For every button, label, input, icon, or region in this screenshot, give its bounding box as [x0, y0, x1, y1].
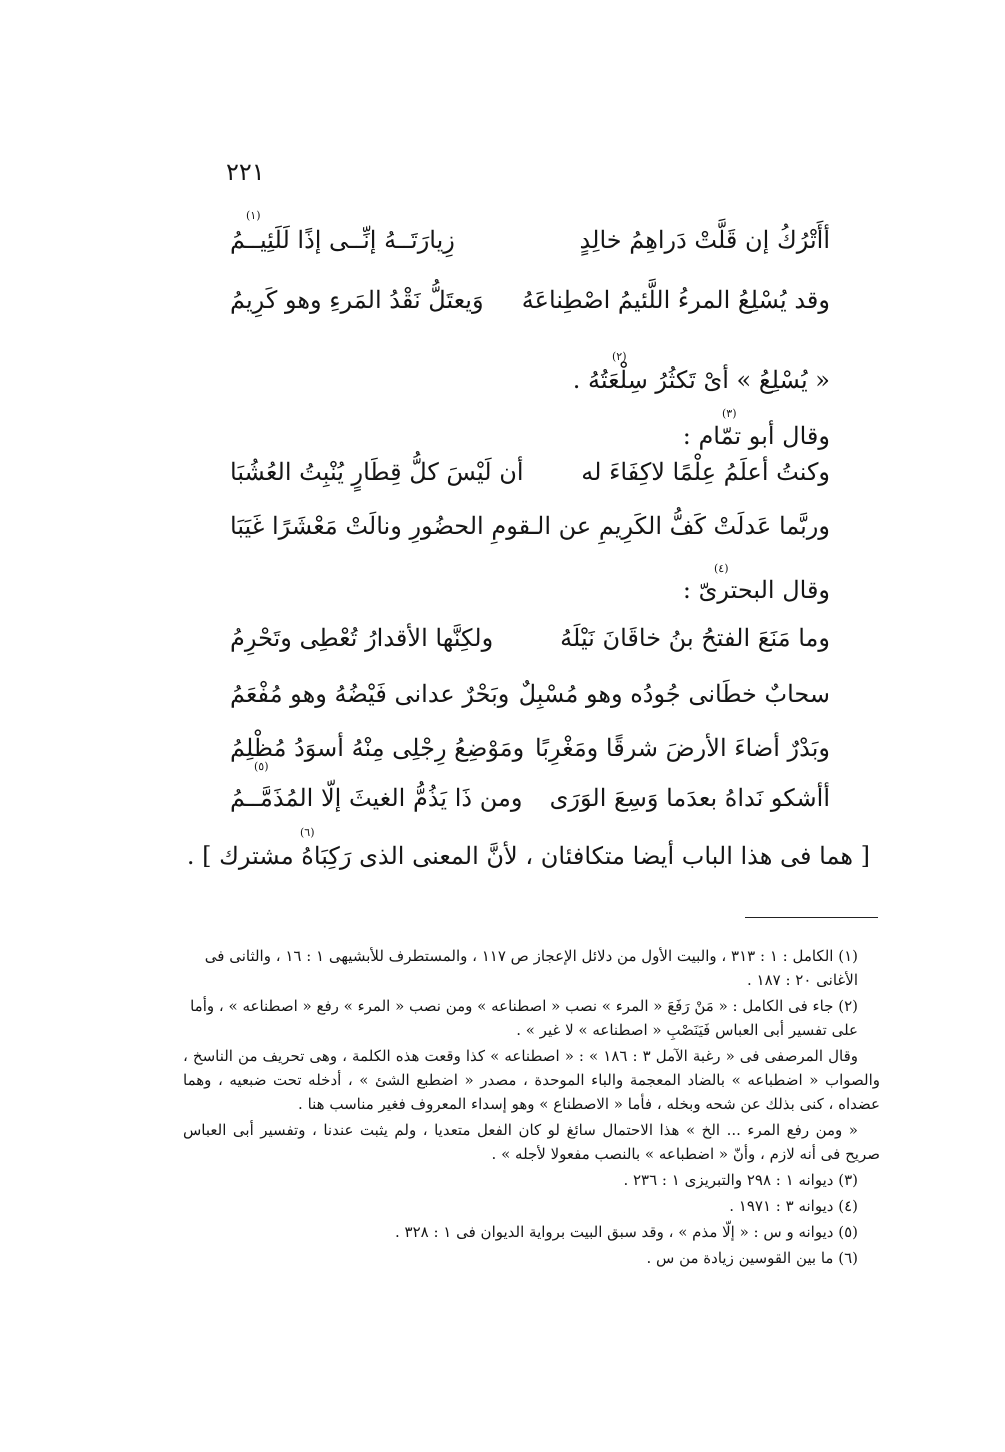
verse-first-hemistich: وما مَنَعَ الفتحُ بنُ خاقَانَ نَيْلَهُ: [560, 624, 830, 652]
verse-first-hemistich: وربَّما عَدلَتْ كَفُّ الكَرِيمِ عن الـ: [530, 512, 830, 540]
note-ref-4: (٤): [714, 562, 729, 575]
note-ref-5: (٥): [254, 760, 269, 773]
closing-remark: [ هما فى هذا الباب أيضا متكافئان ، لأنَّ المعنى الذى رَكِبَاهُ مشترك ] .: [186, 842, 870, 870]
verse-1-1: [230, 226, 830, 270]
note-ref-3: (٣): [722, 407, 737, 420]
verse-first-hemistich: وقد يُسْلِعُ المرءُ اللَّئيمُ اصْطِناعَهُ: [521, 286, 830, 314]
verse-3-1: [230, 624, 830, 668]
intro-abu-tammam: وقال أبو تمّام :: [682, 422, 830, 450]
verse-second-hemistich: وبَحْرٌ عدانى فَيْضُهُ وهو مُفْعَمُ: [230, 680, 510, 708]
verse-2-2: [230, 512, 830, 556]
verse-second-hemistich: ومن ذَا يَذُمُّ الغيثَ إلّا المُذَمَّــمُ: [230, 784, 523, 812]
verse-second-hemistich: وَيعتَلُّ نَقْدُ المَرءِ وهو كَرِيمُ: [230, 286, 484, 314]
note-ref-6: (٦): [300, 826, 315, 839]
verse-first-hemistich: وبَدْرٌ أضاءَ الأرضَ شرقًا ومَغْرِبًا: [535, 734, 830, 762]
footnote-divider: [745, 917, 878, 918]
verse-3-3: [230, 734, 830, 778]
page-number: ٢٢١: [226, 158, 265, 186]
verse-2-1: [230, 458, 830, 502]
gloss-line: « يُسْلِعُ » أىْ تَكثُرُ سِلْعَتُهُ .: [572, 366, 830, 394]
intro-buhturi: وقال البحترىّ :: [682, 576, 830, 604]
verse-second-hemistich: زِيارَتَــهُ إنِّــى إذًا لَلَئِيــمُ: [230, 226, 455, 254]
verse-3-2: [230, 680, 830, 724]
verse-first-hemistich: سحابٌ خطَانى جُودُه وهو مُسْبِلٌ: [518, 680, 830, 708]
footnote-1: (١) الكامل : ١ : ٣١٣ ، والبيت الأول من دلائل الإعجاز ص ١١٧ ، والمستطرف للأبشيهى ١ : ١٦ ، والثانى فى الأغانى ٢٠ : ١٨٧ .: [204, 947, 858, 989]
footnote-6: (٦) ما بين القوسين زيادة من س .: [646, 1249, 858, 1267]
verse-first-hemistich: وكنتُ أعلَمُ عِلْمًا لاكِفَاءَ له: [581, 458, 830, 486]
note-ref-1: (١): [246, 209, 261, 222]
footnote-4: (٤) ديوانه ٣ : ١٩٧١ .: [729, 1197, 858, 1215]
verse-second-hemistich: ولكِنَّها الأقدارُ تُعْطِى وتَحْرِمُ: [230, 624, 494, 652]
verse-3-4: [230, 784, 830, 828]
footnote-3: (٣) ديوانه ١ : ٢٩٨ والتبريزى ١ : ٢٣٦ .: [623, 1171, 858, 1189]
verse-second-hemistich: ومَوْضِعُ رِجْلِى مِنْهُ أسوَدُ مُظْلِمُ: [230, 734, 525, 762]
verse-second-hemistich: أن لَيْسَ كلُّ قِطَارٍ يُنْبِتُ العُشُبَا: [230, 458, 524, 486]
footnotes: [183, 944, 880, 1272]
footnote-5: (٥) ديوانه و س : « إلّا مذم » ، وقد سبق البيت برواية الديوان فى ١ : ٣٢٨ .: [394, 1223, 858, 1241]
footnote-2-continuation: « ومن رفع المرء ... الخ » هذا الاحتمال سائغ لو كان الفعل متعديا ، ولم يثبت عندنا ، وتفسير أبى العباس صريح فى أنه لازم ، وأنّ « اضطباعه » بالنصب مفعولا لأجله » .: [183, 1121, 880, 1163]
footnote-2-continuation: وقال المرصفى فى « رغبة الآمل ٣ : ١٨٦ » : « اصطناعه » كذا وقعت هذه الكلمة ، وهى تحريف من الناسخ ، والصواب « اضطباعه » بالضاد المعجمة والباء الموحدة ، مصدر « اضطبع الشئ » ، أدخله تحت ضبعيه ، وهما عضداه ، كنى بذلك عن شحه وبخله ، فأما « الاصطناع » وهو إسداء المعروف فغير مناسب هنا .: [183, 1047, 880, 1113]
verse-first-hemistich: أأشكو نَداهُ بعدَما وَسِعَ الوَرَى: [549, 784, 830, 812]
verse-first-hemistich: أأَتْرُكُ إن قَلَّتْ دَراهِمُ خالِدٍ: [579, 226, 830, 254]
note-ref-2: (٢): [612, 350, 627, 363]
verse-second-hemistich: ـقومِ الحضُورِ ونالَتْ مَعْشَرًا غَيَبَا: [230, 512, 538, 540]
verse-1-2: [230, 286, 830, 330]
footnote-2: (٢) جاء فى الكامل : « مَنْ رَفَعَ « المرء » نصب « اصطناعه » ومن نصب « المرء » رفع « اصطناعه » ، وأما على تفسير أبى العباس فَيَنَصْبِ « اصطناعه » لا غير » .: [190, 997, 858, 1039]
